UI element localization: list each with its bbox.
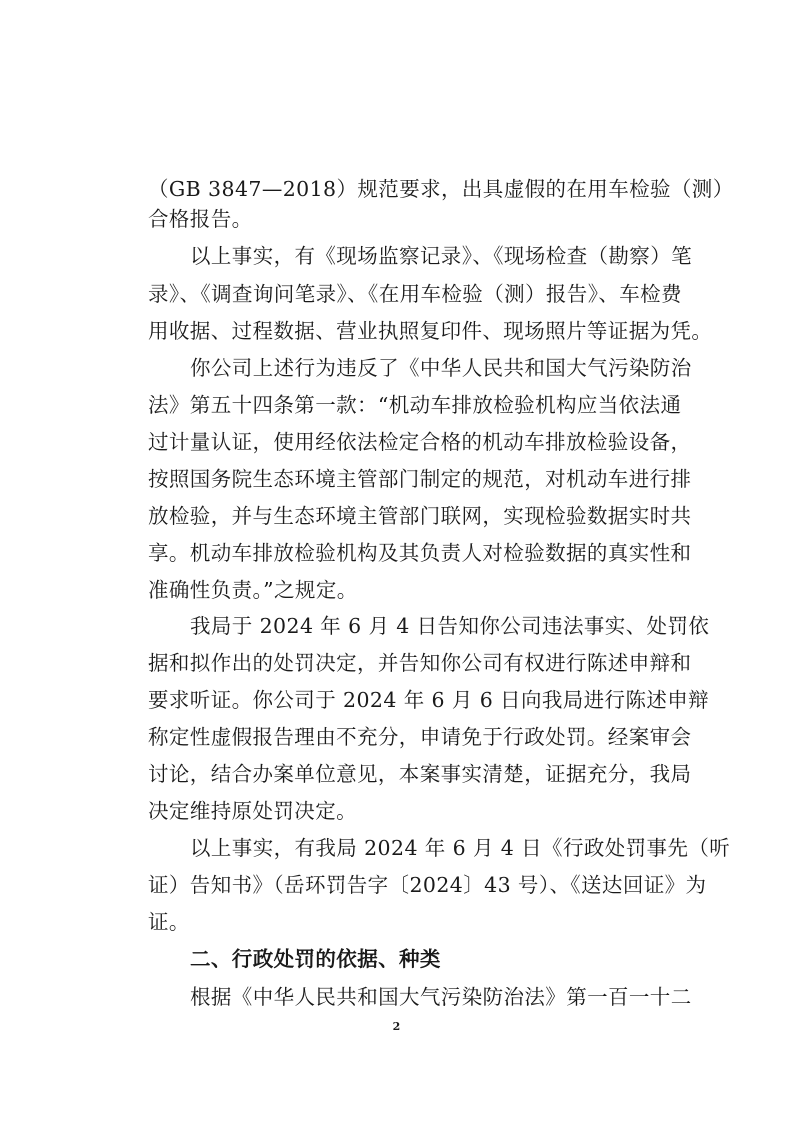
body-line: 按照国务院生态环境主管部门制定的规范，对机动车进行排 [148, 467, 692, 491]
paragraph-first-line: 我局于 2024 年 6 月 4 日告知你公司违法事实、处罚依 [190, 614, 710, 638]
body-line: 决定维持原处罚决定。 [148, 799, 357, 823]
body-line: 据和拟作出的处罚决定，并告知你公司有权进行陈述申辩和 [148, 651, 692, 675]
body-line: 法》第五十四条第一款：“机动车排放检验机构应当依法通 [148, 393, 682, 417]
body-line: 准确性负责。”之规定。 [148, 578, 358, 602]
body-line: 过计量认证，使用经依法检定合格的机动车排放检验设备， [148, 430, 692, 454]
body-line: 证）告知书》（岳环罚告字〔2024〕43 号）、《送达回证》为 [148, 873, 707, 897]
body-line: 证。 [148, 910, 190, 934]
body-line: 要求听证。你公司于 2024 年 6 月 6 日向我局进行陈述申辩 [148, 688, 710, 712]
paragraph-first-line: 以上事实，有我局 2024 年 6 月 4 日《行政处罚事先（听 [190, 836, 731, 860]
paragraph-first-line: 你公司上述行为违反了《中华人民共和国大气污染防治 [190, 356, 692, 380]
paragraph-first-line: 根据《中华人民共和国大气污染防治法》第一百一十二 [190, 985, 692, 1009]
body-line: 讨论，结合办案单位意见，本案事实清楚，证据充分，我局 [148, 762, 692, 786]
paragraph-first-line: 以上事实，有《现场监察记录》、《现场检查（勘察）笔 [190, 244, 692, 268]
body-line: 称定性虚假报告理由不充分，申请免于行政处罚。经案审会 [148, 725, 692, 749]
body-line: 录》、《调查询问笔录》、《在用车检验（测）报告》、车检费 [148, 282, 682, 306]
body-line: 享。机动车排放检验机构及其负责人对检验数据的真实性和 [148, 541, 692, 565]
page-number: 2 [392, 1020, 401, 1033]
body-line: 放检验，并与生态环境主管部门联网，实现检验数据实时共 [148, 504, 692, 528]
body-line: （GB 3847—2018）规范要求，出具虚假的在用车检验（测） [148, 177, 734, 201]
body-line: 合格报告。 [148, 207, 253, 231]
body-line: 用收据、过程数据、营业执照复印件、现场照片等证据为凭。 [148, 319, 713, 343]
section-heading: 二、行政处罚的依据、种类 [190, 947, 441, 971]
